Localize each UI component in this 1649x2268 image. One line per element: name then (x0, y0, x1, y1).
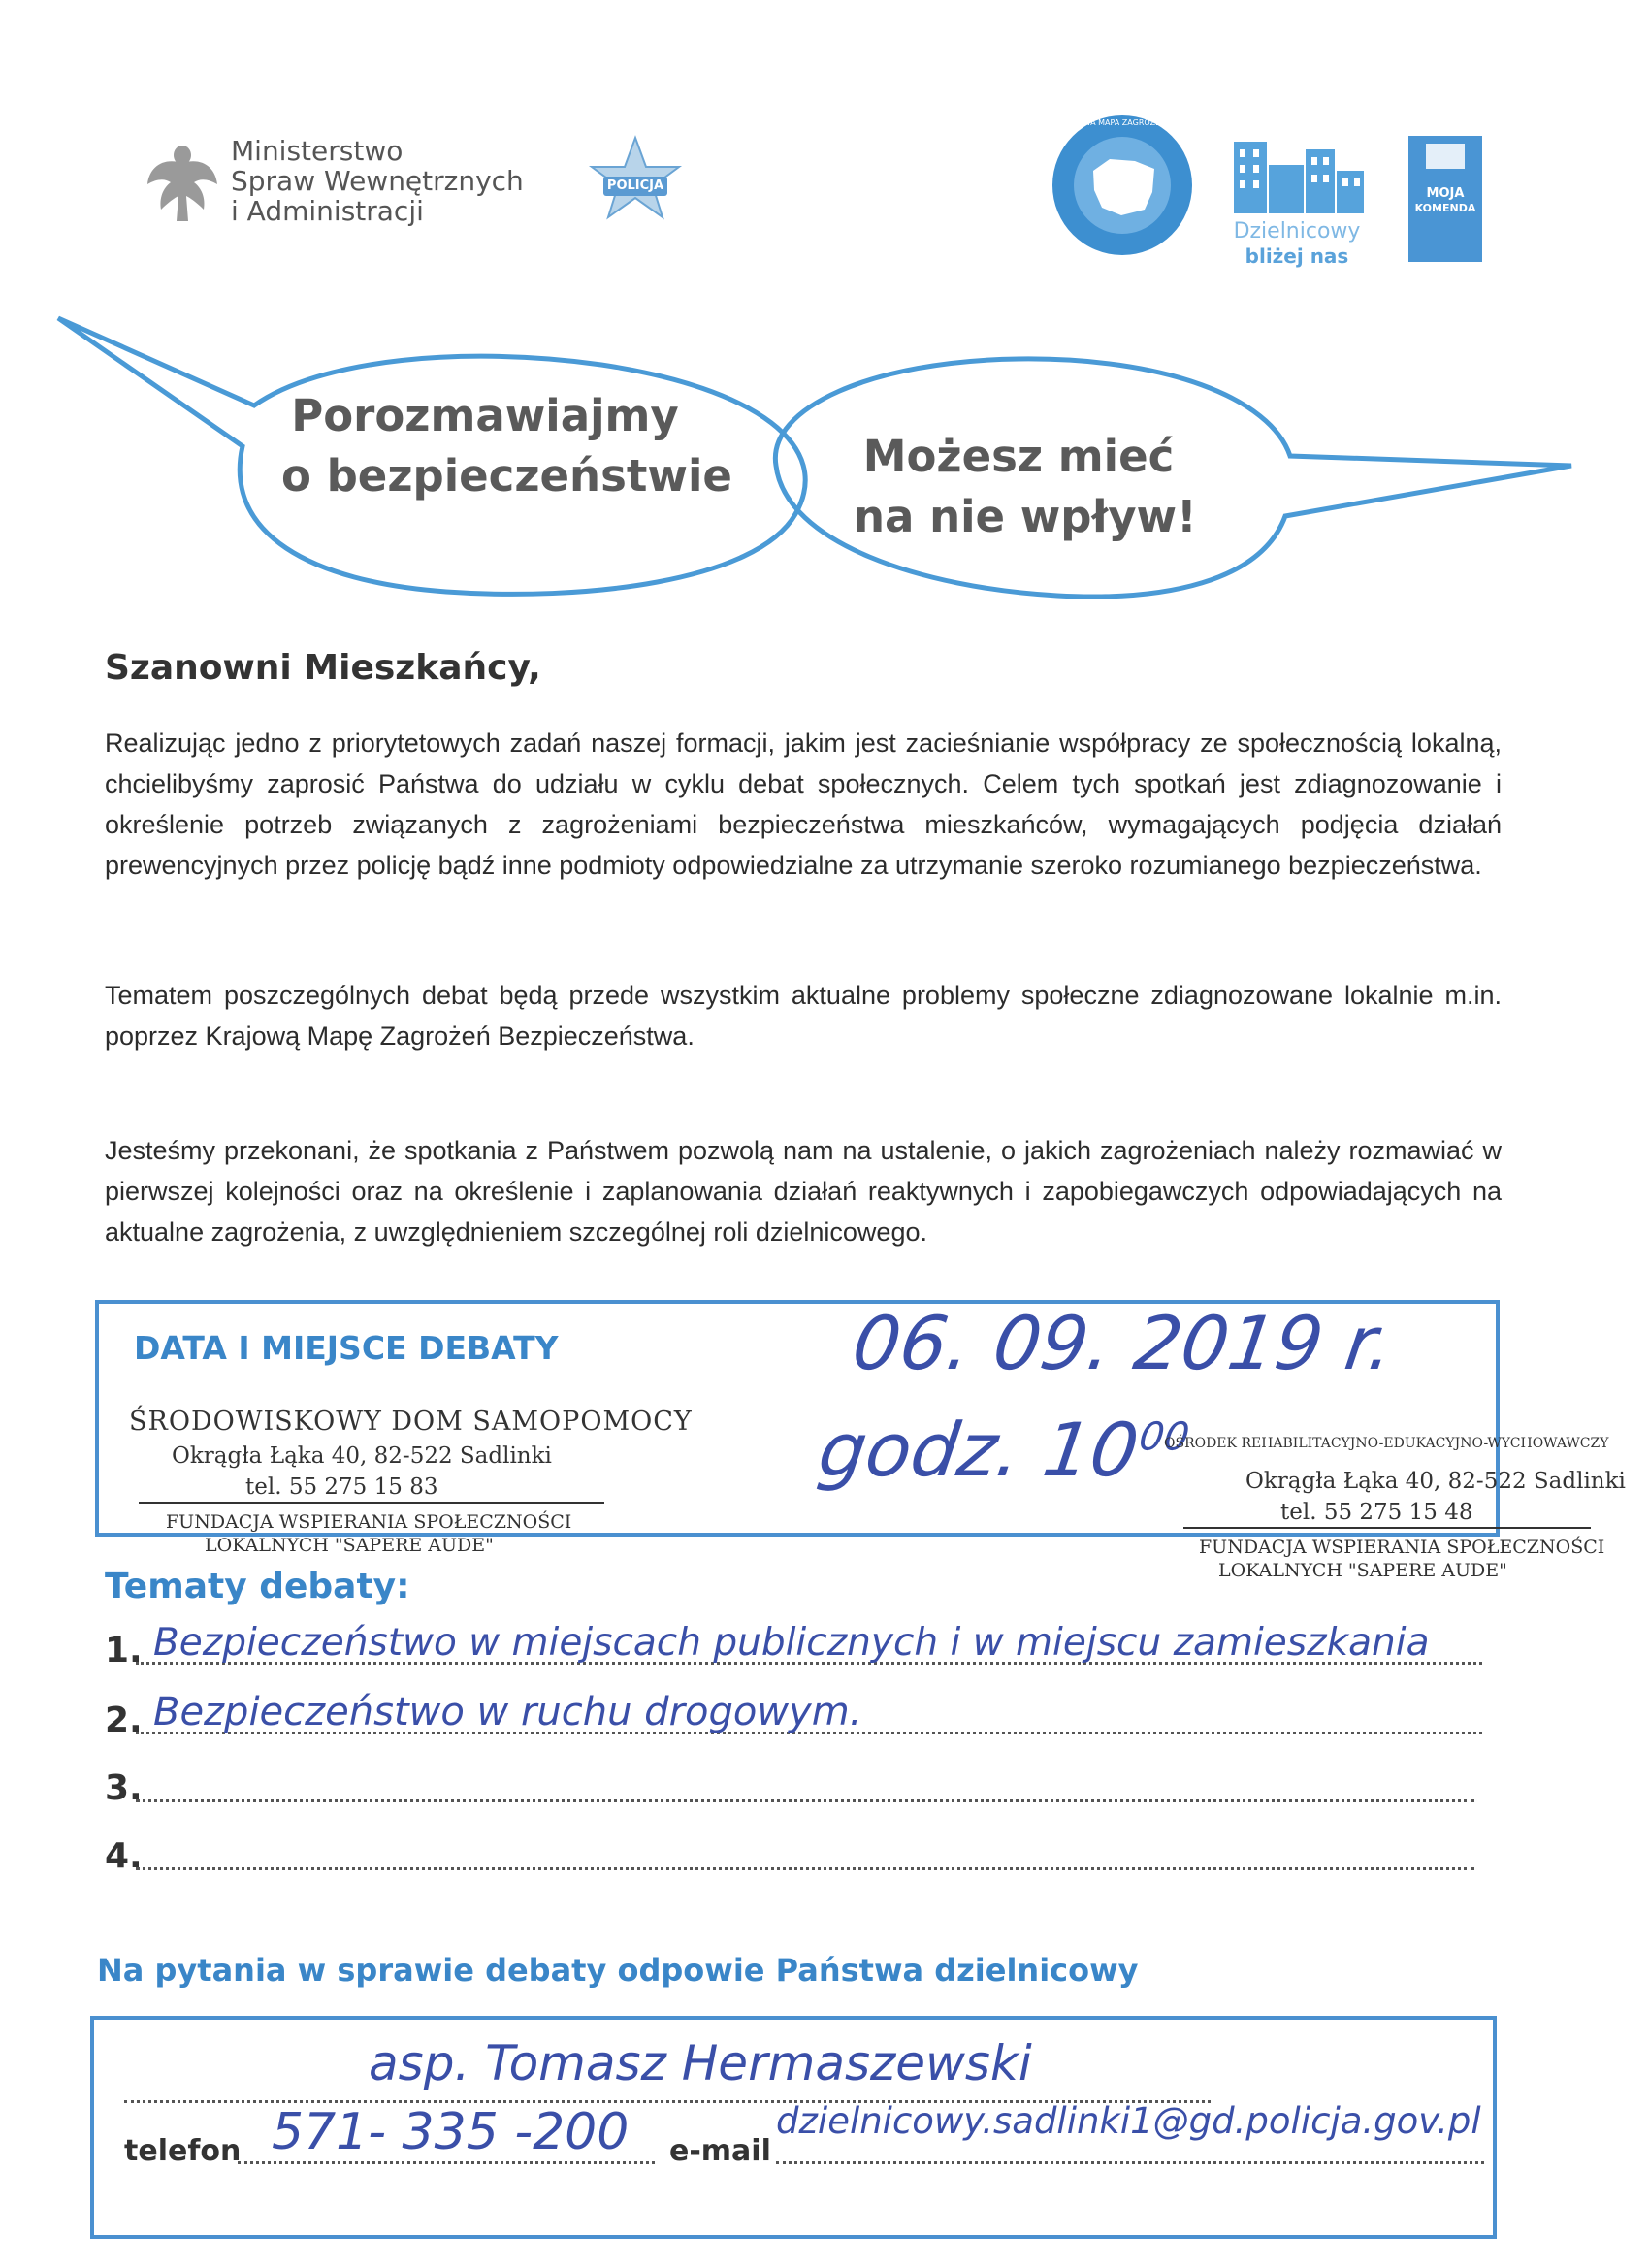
stamp-right-line-5: LOKALNYCH "SAPERE AUDE" (1218, 1560, 1507, 1581)
stamp-right-line-2: Okrągła Łąka 40, 82-522 Sadlinki (1245, 1469, 1626, 1494)
police-badge-text: POLICJA (606, 178, 664, 193)
phone-value: 571- 335 -200 (272, 2103, 630, 2161)
topic-text: Bezpieczeństwo w ruchu drogowym. (153, 1690, 862, 1734)
buildings-icon (1224, 136, 1370, 213)
bubble-right-line-1: Możesz mieć (862, 431, 1175, 482)
email-value: dzielnicowy.sadlinki1@gd.policja.gov.pl (776, 2100, 1481, 2142)
dzielnicowy-text-2: bliżej nas (1245, 244, 1349, 268)
speech-bubbles (0, 291, 1649, 621)
stamp-left-line-2: Okrągła Łąka 40, 82-522 Sadlinki (172, 1443, 552, 1469)
debate-time-hour: godz. 10 (813, 1407, 1145, 1493)
email-label: e-mail (669, 2134, 771, 2168)
phone-app-icon (1408, 140, 1482, 178)
topic-dotted-line (136, 1867, 1474, 1870)
debate-time (814, 1407, 1193, 1493)
phone-dotted-line (238, 2161, 655, 2164)
topic-row (105, 1824, 1474, 1878)
kmzb-ring-text: KRAJOWA MAPA ZAGROŻEŃ BEZPIECZEŃSTWA (1059, 118, 1241, 127)
stamp-left-line-5: LOKALNYCH "SAPERE AUDE" (205, 1535, 494, 1556)
stamp-left-line-1: ŚRODOWISKOWY DOM SAMOPOMOCY (129, 1407, 693, 1437)
paragraph-2: Tematem poszczególnych debat będą przede wszystkim aktualne problemy społeczne zdiagnozowane lokalnie m.in. poprzez Krajową Mapę Zagrożeń Bezpieczeństwa. (105, 981, 1502, 1051)
topic-number: 2. (105, 1701, 143, 1740)
stamp-left-rule (139, 1502, 604, 1504)
bubble-right-text (854, 427, 1197, 547)
phone-label: telefon (124, 2134, 242, 2168)
debate-time-minutes: 00 (1136, 1414, 1192, 1460)
contact-label: Na pytania w sprawie debaty odpowie Państwa dzielnicowy (97, 1952, 1139, 1989)
officer-name: asp. Tomasz Hermaszewski (369, 2035, 1032, 2091)
eagle-emblem-icon (144, 138, 221, 227)
bubble-left-line-2: o bezpieczeństwie (281, 450, 732, 502)
paragraph-3: Jesteśmy przekonani, że spotkania z Państwem pozwolą nam na ustalenie, o jakich zagrożeniach należy rozmawiać w pierwszej kolejności oraz na określenie i zaplanowania działań reaktywnych i zapobiegawczych odpowiadających na aktualne zagrożenia, z uwzględnieniem szczególnej roli dzielnicowego. (105, 1136, 1502, 1247)
ministry-name (231, 136, 524, 226)
ministry-line-2: Spraw Wewnętrznych (231, 165, 524, 197)
bubble-left-text (281, 386, 732, 506)
ministry-line-3: i Administracji (231, 195, 424, 227)
topic-number: 3. (105, 1768, 143, 1808)
stamp-right-line-1: OŚRODEK REHABILITACYJNO-EDUKACYJNO-WYCHOWAWCZY (1164, 1436, 1609, 1451)
topic-row (105, 1756, 1474, 1810)
topics-label: Tematy debaty: (105, 1567, 410, 1606)
stamp-left-line-4: FUNDACJA WSPIERANIA SPOŁECZNOŚCI (166, 1511, 572, 1533)
debate-date: 06. 09. 2019 r. (847, 1300, 1400, 1386)
stamp-right-rule (1183, 1527, 1591, 1529)
ministry-line-1: Ministerstwo (231, 135, 404, 167)
topic-row (105, 1688, 1482, 1742)
moja-komenda-text-2: KOMENDA (1414, 202, 1476, 214)
stamp-left-line-3: tel. 55 275 15 83 (245, 1474, 438, 1500)
topic-number: 4. (105, 1836, 143, 1876)
stamp-right-line-4: FUNDACJA WSPIERANIA SPOŁECZNOŚCI (1199, 1537, 1605, 1558)
kmzb-logo (1050, 113, 1241, 258)
greeting: Szanowni Mieszkańcy, (105, 648, 541, 688)
email-dotted-line (776, 2161, 1484, 2164)
stamp-right-line-3: tel. 55 275 15 48 (1280, 1500, 1473, 1525)
dzielnicowy-logo (1224, 136, 1370, 272)
poland-map-icon (1050, 113, 1241, 258)
bubble-left-line-1: Porozmawiajmy (291, 390, 679, 441)
dzielnicowy-text-1: Dzielnicowy (1233, 219, 1361, 243)
topic-text: Bezpieczeństwo w miejscach publicznych i w miejscu zamieszkania (153, 1621, 1430, 1665)
police-logo (578, 134, 693, 223)
topic-dotted-line (136, 1799, 1474, 1802)
bubble-right-line-2: na nie wpływ! (854, 491, 1197, 542)
moja-komenda-text-1: MOJA (1426, 186, 1465, 201)
moja-komenda-logo (1408, 136, 1482, 262)
date-place-label: DATA I MIEJSCE DEBATY (134, 1329, 559, 1367)
topic-number: 1. (105, 1631, 143, 1670)
topic-row (105, 1618, 1482, 1672)
paragraph-1: Realizując jedno z priorytetowych zadań naszej formacji, jakim jest zacieśnianie współpracy ze społecznością lokalną, chcielibyśmy zaprosić Państwa do udziału w cyklu debat społecznych. Celem tych spotkań jest zdiagnozowanie i określenie potrzeb związanych z zagrożeniami bezpieczeństwa mieszkańców, wymagających podjęcia działań prewencyjnych przez policję bądź inne podmioty odpowiedzialne za utrzymanie szeroko rozumianego bezpieczeństwa. (105, 729, 1502, 880)
